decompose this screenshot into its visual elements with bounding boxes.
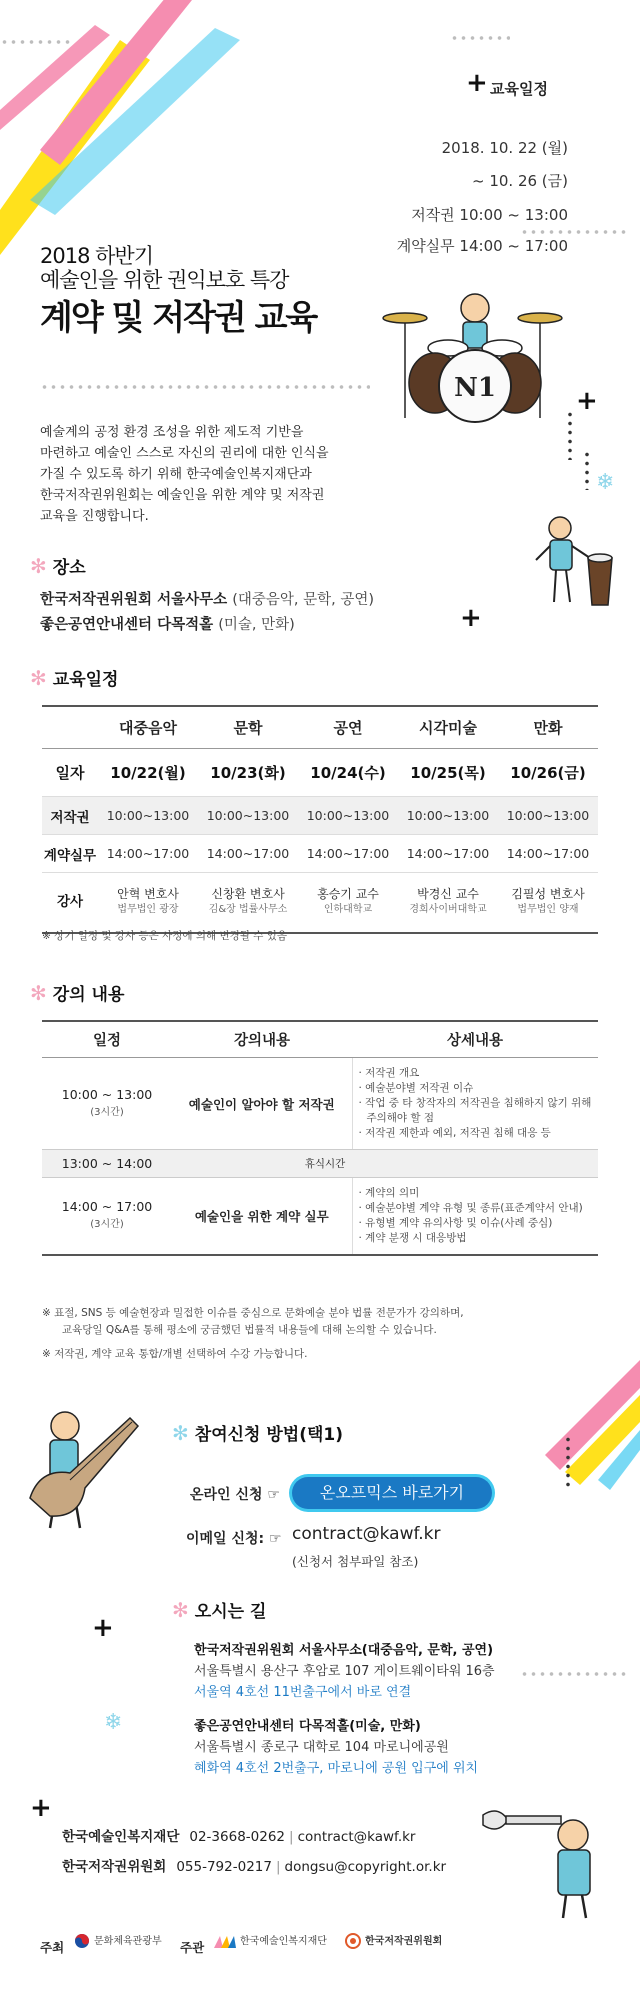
dots-decoration — [520, 1672, 630, 1676]
table-row: 강사 안혁 변호사 법무법인 광장 신창환 변호사 김&장 법률사무소 홍승기 교수 인하대학교 박경신 교수 경희사이버대학교 김필성 변호사 법무법인 양재 — [42, 873, 598, 933]
schedule-header-row — [42, 706, 598, 749]
table-row: 10:00 ~ 13:00 (3시간) 예술인이 알아야 할 저작권 · 저작권 개요 · 예술분야별 저작권 이슈 · 작업 중 타 창작자의 저작권을 침해하지 않기 위해 주의해야 할 점 · 저작권 제한과 예외, 저작권 침해 대응 등 — [42, 1058, 598, 1150]
kawf-logo-icon — [214, 1934, 236, 1948]
section-apply-title: ✻ 참여신청 방법(택1) — [172, 1421, 344, 1445]
dots-decoration — [585, 450, 589, 490]
dots-decoration — [520, 230, 630, 234]
venue-place-1: 한국저작권위원회 서울사무소 (대중음악, 문학, 공연) — [40, 592, 375, 608]
date-end: ~ 10. 26 (금) — [471, 172, 568, 190]
page-title: 계약 및 저작권 교육 — [40, 298, 317, 338]
drummer-illustration — [380, 278, 570, 428]
column-header: 시각미술 — [398, 706, 498, 749]
intro-paragraph: 예술계의 공정 환경 조성을 위한 제도적 기반을 마련하고 예술인 스스로 자신의 권리에 대한 인식을 가질 수 있도록 하기 위해 한국예술인복지재단과 한국저작권위원회는 예술인을 위한 계약 및 저작권 교육을 진행합니다. — [40, 425, 329, 524]
section-schedule-title: ✻ 교육일정 — [30, 666, 119, 690]
direction-block-2: 좋은공연안내센터 다목적홀(미술, 만화) 서울특별시 종로구 대학로 104 마로니에공원 혜화역 4호선 2번출구, 마로니에 공원 입구에 위치 — [194, 1719, 479, 1776]
conga-player-illustration — [530, 510, 620, 610]
apply-email-link[interactable]: contract@kawf.kr — [292, 1524, 441, 1544]
side-stripes — [540, 1360, 640, 1500]
copyright-commission-logo-icon — [345, 1933, 361, 1949]
subtitle-year: 2018 하반기 — [40, 244, 153, 268]
plus-icon: + — [466, 68, 488, 98]
dots-decoration — [0, 40, 70, 44]
section-directions-title: ✻ 오시는 길 — [172, 1598, 267, 1622]
pointing-hand-icon: ☞ — [267, 1487, 280, 1503]
lecture-header-row — [42, 1021, 598, 1058]
table-row: 14:00 ~ 17:00 (3시간) 예술인을 위한 계약 실무 · 계약의 의미 · 예술분야별 계약 유형 및 종류(표준계약서 안내) · 유형별 계약 유의사항 및 이슈(사례 중심) · 계약 분쟁 시 대응방법 — [42, 1178, 598, 1256]
time-copyright: 저작권 10:00 ~ 13:00 — [411, 206, 568, 224]
snowflake-icon: ✻ — [172, 1598, 189, 1622]
lecture-note-3: ※ 저작권, 계약 교육 통합/개별 선택하여 수강 가능합니다. — [42, 1348, 308, 1360]
plus-icon: + — [576, 386, 598, 416]
schedule-note: ※ 상기 일정 및 강사 등은 사정에 의해 변경될 수 있음 — [42, 930, 288, 942]
column-header: 상세내용 — [352, 1021, 598, 1058]
table-row: 13:00 ~ 14:00 휴식시간 — [42, 1150, 598, 1178]
schedule-table — [42, 705, 598, 934]
section-lecture-title: ✻ 강의 내용 — [30, 981, 125, 1005]
organizer-logo-2: 한국저작권위원회 — [345, 1932, 442, 1949]
host-logo: 문화체육관광부 — [74, 1932, 162, 1949]
table-row: 일자 10/22(월) 10/23(화) 10/24(수) 10/25(목) 10/26(금) — [42, 749, 598, 797]
dots-decoration — [40, 385, 370, 389]
table-row: 계약실무 14:00~17:00 14:00~17:00 14:00~17:00 14:00~17:00 14:00~17:00 — [42, 835, 598, 873]
snowflake-icon: ✻ — [30, 981, 47, 1005]
footer-host-label: 주최 — [40, 1940, 65, 1955]
drum-logo: N1 — [454, 373, 496, 403]
snowflake-icon: ✻ — [172, 1421, 189, 1445]
trumpeter-illustration — [478, 1790, 628, 1920]
section-venue-title: ✻ 장소 — [30, 554, 86, 578]
column-header: 일정 — [42, 1021, 172, 1058]
table-row: 저작권 10:00~13:00 10:00~13:00 10:00~13:00 10:00~13:00 10:00~13:00 — [42, 797, 598, 835]
plus-icon: + — [30, 1793, 52, 1823]
snowflake-icon: ❄ — [596, 470, 615, 495]
snowflake-icon: ❄ — [104, 1710, 123, 1735]
contact-row: 한국예술인복지재단 02-3668-0262 | contract@kawf.kr — [62, 1829, 416, 1845]
venue-place-2: 좋은공연안내센터 다목적홀 (미술, 만화) — [40, 617, 295, 633]
column-header: 문학 — [198, 706, 298, 749]
snowflake-icon: ✻ — [30, 666, 47, 690]
date-start: 2018. 10. 22 (월) — [441, 139, 568, 157]
online-apply-label: 온라인 신청 ☞ — [190, 1487, 280, 1503]
email-apply-label: 이메일 신청: ☞ — [186, 1531, 282, 1547]
column-header: 강의내용 — [172, 1021, 352, 1058]
column-header: 공연 — [298, 706, 398, 749]
guitarist-illustration — [20, 1398, 160, 1538]
organizer-logo-1: 한국예술인복지재단 — [214, 1932, 327, 1948]
dots-decoration — [450, 36, 510, 40]
column-header: 대중음악 — [98, 706, 198, 749]
pointing-hand-icon: ☞ — [268, 1531, 282, 1547]
subtitle-topic: 예술인을 위한 권익보호 특강 — [40, 268, 289, 292]
time-contract: 계약실무 14:00 ~ 17:00 — [396, 237, 568, 255]
schedule-heading: 교육일정 — [490, 80, 548, 98]
lecture-table — [42, 1020, 598, 1256]
plus-icon: + — [92, 1613, 114, 1643]
taegeuk-icon — [74, 1933, 90, 1949]
dots-decoration — [566, 1435, 570, 1490]
lecture-note-2: 교육당일 Q&A를 통해 평소에 궁금했던 법률적 내용들에 대해 논의할 수 있습니다. — [62, 1324, 437, 1336]
footer-organizer-label: 주관 — [180, 1940, 205, 1955]
lecture-note-1: ※ 표절, SNS 등 예술현장과 밀접한 이슈를 중심으로 문화예술 분야 법률 전문가가 강의하며, — [42, 1307, 464, 1319]
snowflake-icon: ✻ — [30, 554, 47, 578]
onoffmix-link-button[interactable]: 온오프믹스 바로가기 — [292, 1477, 492, 1509]
email-note: (신청서 첨부파일 참조) — [292, 1554, 419, 1569]
direction-block-1: 한국저작권위원회 서울사무소(대중음악, 문학, 공연) 서울특별시 용산구 후암로 107 게이트웨이타워 16층 서울역 4호선 11번출구에서 바로 연결 — [194, 1643, 495, 1700]
contact-row: 한국저작권위원회 055-792-0217 | dongsu@copyright.or.kr — [62, 1859, 447, 1875]
plus-icon: + — [460, 603, 482, 633]
column-header: 만화 — [498, 706, 598, 749]
